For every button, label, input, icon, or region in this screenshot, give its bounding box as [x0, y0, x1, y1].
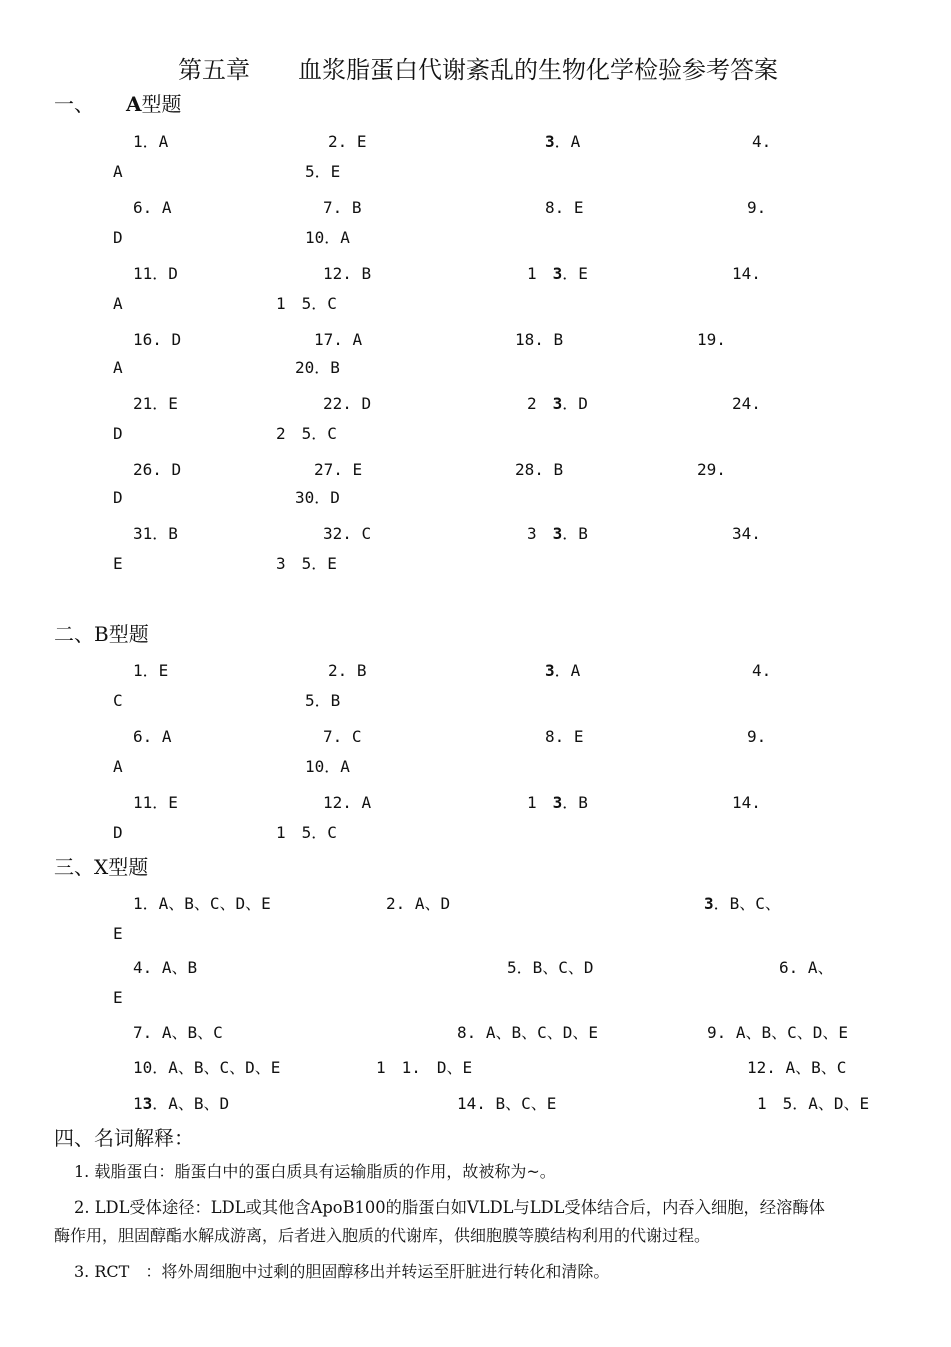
- x-answer-13: 13．A、B、D: [133, 1094, 230, 1113]
- answer-23: 2 3．D: [527, 394, 588, 413]
- answer-22: 22. D: [323, 394, 372, 413]
- x-answer-15: 1 5．A、D、E: [757, 1094, 870, 1113]
- x-answer-12: 12. A、B、C: [747, 1058, 847, 1077]
- x-answer-10: 10．A、B、C、D、E: [133, 1058, 281, 1077]
- section-letter: A: [126, 92, 142, 116]
- definition-ldl-receptor-line1: 2. LDL受体途径：LDL或其他含ApoB100的脂蛋白如VLDL与LDL受体结合后，内吞入细胞，经溶酶体: [74, 1198, 825, 1217]
- b-answer-13: 1 3．B: [527, 793, 588, 812]
- answer-3: 3．A: [545, 132, 581, 151]
- x-answer-11: 1 1. D、E: [376, 1058, 473, 1077]
- b-answer-10: 10．A: [305, 757, 350, 776]
- answer-20: 20．B: [295, 358, 340, 377]
- answer-29-number: 29.: [697, 460, 726, 479]
- answer-26: 26. D: [133, 460, 182, 479]
- x-answer-6: 6. A、: [779, 958, 834, 977]
- b-answer-6: 6. A: [133, 727, 172, 746]
- b-answer-3: 3．A: [545, 661, 581, 680]
- answer-24-number: 24.: [732, 394, 761, 413]
- answer-35: 3 5．E: [276, 554, 337, 573]
- answer-34-value: E: [113, 554, 123, 573]
- answer-1: 1．A: [133, 132, 169, 151]
- b-answer-11: 11．E: [133, 793, 178, 812]
- x-answer-14: 14. B、C、E: [457, 1094, 557, 1113]
- answer-11: 11．D: [133, 264, 178, 283]
- b-answer-9-value: A: [113, 757, 123, 776]
- b-answer-2: 2. B: [328, 661, 367, 680]
- answer-19-value: A: [113, 358, 123, 377]
- definition-rct: 3. RCT ：将外周细胞中过剩的胆固醇移出并转运至肝脏进行转化和清除。: [74, 1262, 610, 1281]
- section-heading-b-type: 二、B型题: [54, 622, 149, 646]
- b-answer-7: 7. C: [323, 727, 362, 746]
- x-answer-4: 4. A、B: [133, 958, 198, 977]
- b-answer-1: 1．E: [133, 661, 169, 680]
- answer-30: 30．D: [295, 488, 340, 507]
- definition-apolipoprotein: 1. 载脂蛋白：脂蛋白中的蛋白质具有运输脂质的作用，故被称为~。: [74, 1162, 556, 1181]
- answer-34-number: 34.: [732, 524, 761, 543]
- answer-28: 28. B: [515, 460, 564, 479]
- answer-6: 6. A: [133, 198, 172, 217]
- answer-25: 2 5．C: [276, 424, 337, 443]
- b-answer-15: 1 5．C: [276, 823, 337, 842]
- section-suffix: 型题: [141, 92, 182, 116]
- x-answer-2: 2. A、D: [386, 894, 451, 913]
- answer-4-value: A: [113, 162, 123, 181]
- b-answer-12: 12. A: [323, 793, 372, 812]
- x-answer-3: 3．B、C、: [704, 894, 781, 913]
- x-answer-9: 9. A、B、C、D、E: [707, 1023, 849, 1042]
- page-title: 第五章 血浆脂蛋白代谢紊乱的生物化学检验参考答案: [178, 56, 778, 84]
- answer-8: 8. E: [545, 198, 584, 217]
- b-answer-5: 5．B: [305, 691, 341, 710]
- answer-13: 1 3．E: [527, 264, 588, 283]
- answer-31: 31．B: [133, 524, 178, 543]
- section-heading-x-type: 三、X型题: [54, 855, 149, 879]
- definition-ldl-receptor-line2: 酶作用，胆固醇酯水解成游离，后者进入胞质的代谢库，供细胞膜等膜结构利用的代谢过程。: [54, 1226, 711, 1245]
- section-number: 一、: [54, 92, 94, 116]
- answer-33: 3 3．B: [527, 524, 588, 543]
- b-answer-9-number: 9.: [747, 727, 767, 746]
- b-answer-14-number: 14.: [732, 793, 761, 812]
- b-answer-14-value: D: [113, 823, 123, 842]
- section-heading-definitions: 四、名词解释：: [54, 1126, 194, 1150]
- answer-5: 5．E: [305, 162, 341, 181]
- answer-17: 17. A: [314, 330, 363, 349]
- answer-9-value: D: [113, 228, 123, 247]
- x-answer-1: 1．A、B、C、D、E: [133, 894, 271, 913]
- answer-27: 27. E: [314, 460, 363, 479]
- answer-7: 7. B: [323, 198, 362, 217]
- answer-29-value: D: [113, 488, 123, 507]
- answer-18: 18. B: [515, 330, 564, 349]
- answer-19-number: 19.: [697, 330, 726, 349]
- answer-21: 21．E: [133, 394, 178, 413]
- answer-14-number: 14.: [732, 264, 761, 283]
- b-answer-8: 8. E: [545, 727, 584, 746]
- answer-4-number: 4.: [752, 132, 772, 151]
- answer-24-value: D: [113, 424, 123, 443]
- answer-16: 16. D: [133, 330, 182, 349]
- answer-32: 32. C: [323, 524, 372, 543]
- x-answer-3-continued: E: [113, 924, 123, 943]
- answer-14-value: A: [113, 294, 123, 313]
- answer-15: 1 5．C: [276, 294, 337, 313]
- x-answer-5: 5．B、C、D: [507, 958, 594, 977]
- answer-10: 10．A: [305, 228, 350, 247]
- x-answer-7: 7. A、B、C: [133, 1023, 223, 1042]
- x-answer-6-continued: E: [113, 988, 123, 1007]
- b-answer-4-number: 4.: [752, 661, 772, 680]
- x-answer-8: 8. A、B、C、D、E: [457, 1023, 599, 1042]
- section-heading-a-type: [54, 94, 182, 114]
- answer-12: 12. B: [323, 264, 372, 283]
- answer-2: 2. E: [328, 132, 367, 151]
- answer-9-number: 9.: [747, 198, 767, 217]
- b-answer-4-value: C: [113, 691, 123, 710]
